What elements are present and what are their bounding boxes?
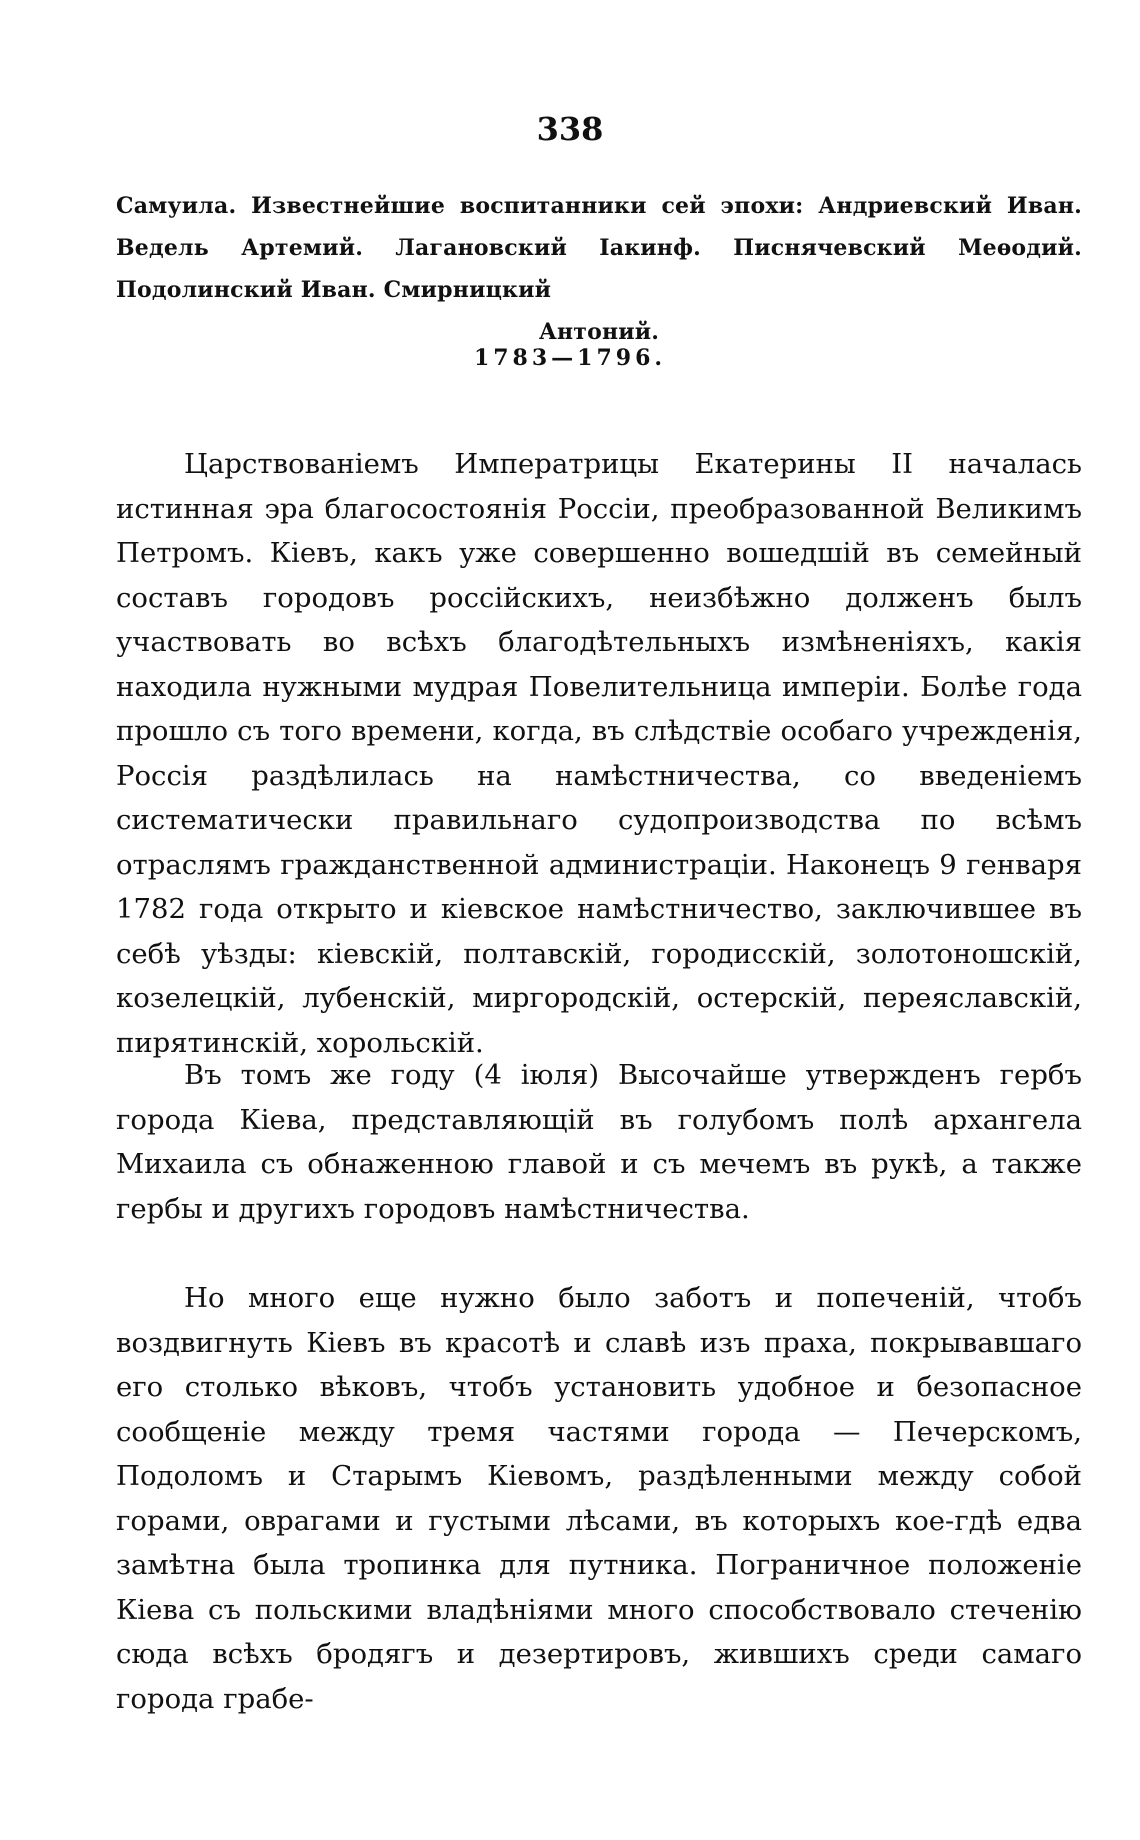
header-note-text: Самуила. Известнейшие воспитанники сей эпохи: Андриевский Иван. Ведель Артемий. Лагановский Іакинф. Писнячевский Меѳодий. Подолинский Иван. Смирницкий	[116, 193, 1082, 303]
paragraph-2: Въ томъ же году (4 іюля) Высочайше утвержденъ гербъ города Кіева, представляющій въ голубомъ полѣ архангела Михаила съ обнаженною главой и съ мечемъ въ рукѣ, а также гербы и другихъ городовъ намѣстничества.	[116, 1059, 1082, 1225]
section-date-range: 1783—1796.	[473, 345, 667, 371]
header-note-end: Антоний.	[538, 319, 660, 345]
page-number: 338	[536, 110, 604, 148]
header-note	[116, 185, 1082, 353]
paragraph-3: Но много еще нужно было заботъ и попеченій, чтобъ воздвигнуть Кіевъ въ красотѣ и славѣ изъ праха, покрывавшаго его столько вѣковъ, чтобъ установить удобное и безопасное сообщеніе между тремя частями города — Печерскомъ, Подоломъ и Старымъ Кіевомъ, раздѣленными между собой горами, оврагами и густыми лѣсами, въ которыхъ кое-гдѣ едва замѣтна была тропинка для путника. Пограничное положеніе Кіева съ польскими владѣніями много способствовало стеченію сюда всѣхъ бродягъ и дезертировъ, жившихъ среди самаго города грабе-	[116, 1282, 1082, 1715]
paragraph-1: Царствованіемъ Императрицы Екатерины II началась истинная эра благосостоянія Россіи, преобразованной Великимъ Петромъ. Кіевъ, какъ уже совершенно вошедшій въ семейный составъ городовъ россійскихъ, неизбѣжно долженъ былъ участвовать во всѣхъ благодѣтельныхъ измѣненіяхъ, какія находила нужными мудрая Повелительница имперіи. Болѣе года прошло съ того времени, когда, въ слѣдствіе особаго учрежденія, Россія раздѣлилась на намѣстничества, со введеніемъ систематически правильнаго судопроизводства по всѣмъ отраслямъ гражданственной администраціи. Наконецъ 9 генваря 1782 года открыто и кіевское намѣстничество, заключившее въ себѣ уѣзды: кіевскій, полтавскій, городисскій, золотоношскій, козелецкій, лубенскій, миргородскій, остерскій, переяславскій, пирятинскій, хорольскій.	[116, 448, 1082, 1059]
